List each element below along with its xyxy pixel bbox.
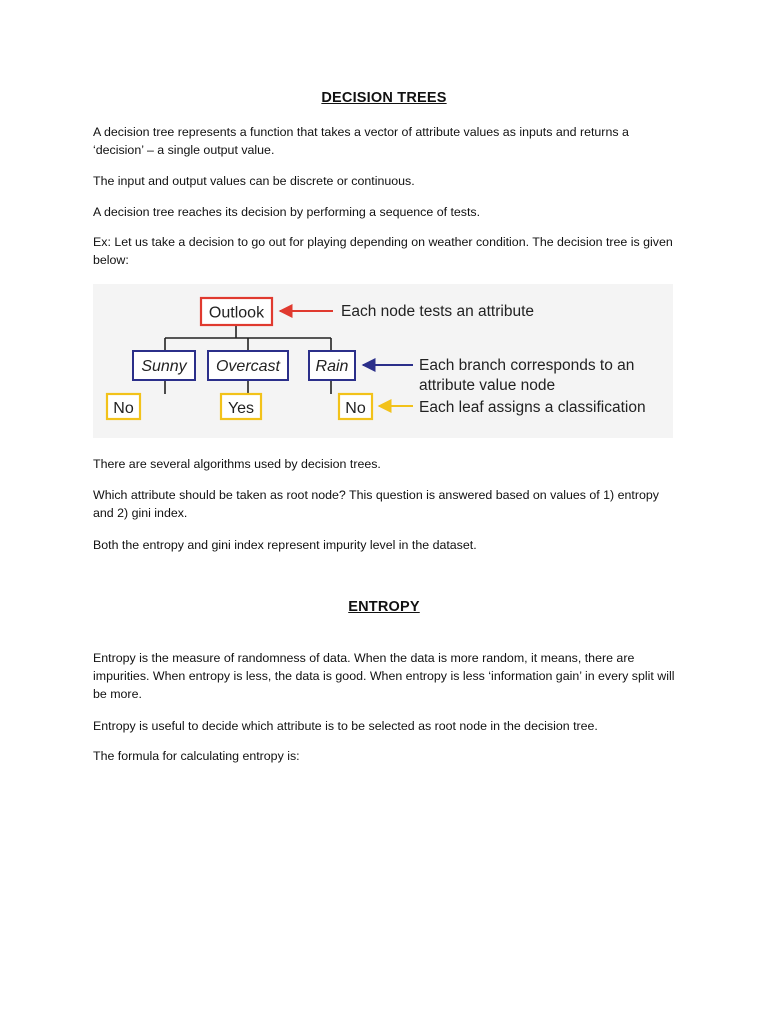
leaf-node-no-1 bbox=[107, 394, 140, 419]
section-title-entropy: ENTROPY bbox=[348, 599, 420, 615]
paragraph-definition: A decision tree represents a function that takes a vector of attribute values as inputs and returns a ‘decision’ – a single output value. bbox=[93, 125, 629, 157]
paragraph-root-node-question: Which attribute should be taken as root node? This question is answered based on values of 1) entropy and 2) gini index. bbox=[93, 488, 659, 520]
paragraph-entropy-formula: The formula for calculating entropy is: bbox=[93, 749, 300, 763]
paragraph-impurity: Both the entropy and gini index represent impurity level in the dataset. bbox=[93, 538, 477, 552]
paragraph-entropy-root-node: Entropy is useful to decide which attribute is to be selected as root node in the decision tree. bbox=[93, 719, 598, 733]
paragraph-sequence-of-tests: A decision tree reaches its decision by performing a sequence of tests. bbox=[93, 205, 481, 219]
annotation-branch-line2: attribute value node bbox=[419, 377, 556, 394]
paragraph-example: Ex: Let us take a decision to go out for playing depending on weather condition. The decision tree is given below: bbox=[93, 235, 673, 267]
annotation-branch-line1: Each branch corresponds to an bbox=[419, 357, 635, 374]
root-node-label: Outlook bbox=[208, 304, 265, 322]
branch-label-rain: Rain bbox=[315, 358, 349, 375]
leaf-label-no-1: No bbox=[113, 400, 134, 417]
leaf-label-no-2: No bbox=[345, 400, 366, 417]
root-node bbox=[201, 298, 272, 325]
section-title-decision-trees: DECISION TREES bbox=[321, 90, 447, 106]
branch-label-sunny: Sunny bbox=[141, 358, 187, 375]
paragraph-input-output: The input and output values can be discrete or continuous. bbox=[93, 174, 415, 188]
paragraph-algorithms: There are several algorithms used by decision trees. bbox=[93, 457, 381, 471]
annotation-leaf: Each leaf assigns a classification bbox=[419, 399, 646, 416]
leaf-node-no-2 bbox=[339, 394, 372, 419]
annotation-node: Each node tests an attribute bbox=[341, 303, 535, 320]
decision-tree-diagram bbox=[93, 284, 673, 438]
leaf-label-yes: Yes bbox=[227, 400, 255, 417]
paragraph-entropy-definition: Entropy is the measure of randomness of data. When the data is more random, it means, there are impurities. When entropy is less, the data is good. When entropy is less ‘information gain’ in every split will be more. bbox=[93, 651, 675, 701]
branch-label-overcast: Overcast bbox=[215, 358, 281, 375]
branch-node-sunny bbox=[133, 351, 195, 380]
branch-node-overcast bbox=[208, 351, 288, 380]
branch-node-rain bbox=[309, 351, 355, 380]
leaf-node-yes bbox=[221, 394, 261, 419]
